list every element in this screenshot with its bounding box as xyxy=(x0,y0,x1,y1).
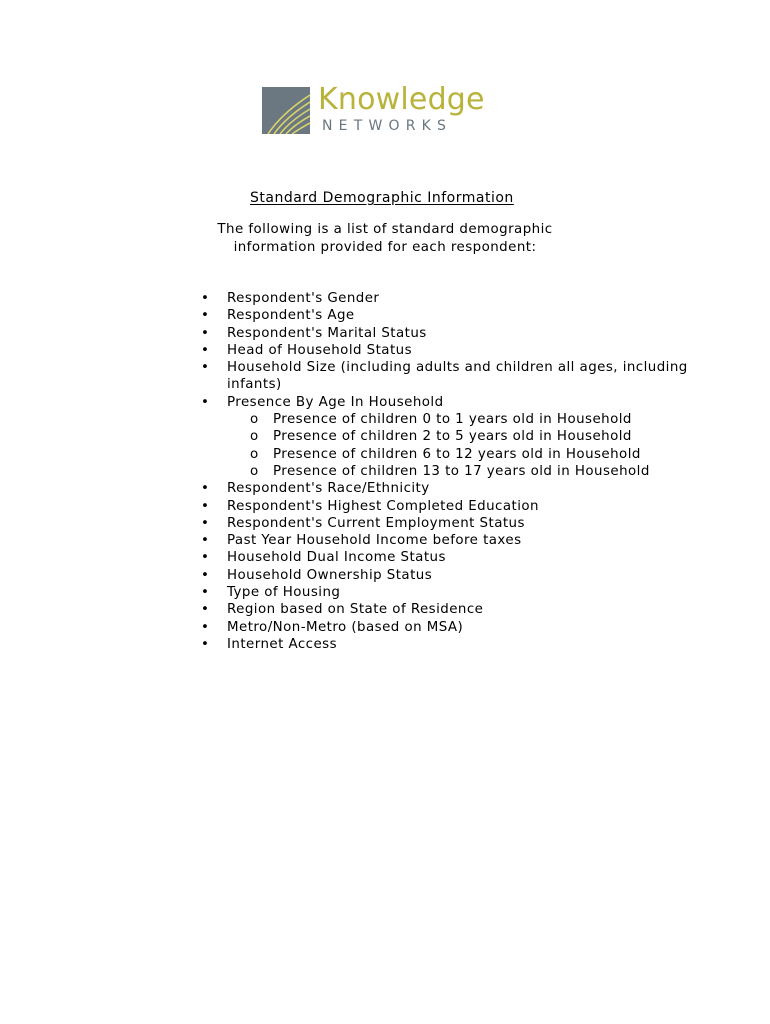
document-title: Standard Demographic Information xyxy=(250,190,514,206)
knowledge-networks-logo xyxy=(262,84,502,140)
list-item xyxy=(199,619,699,636)
list-item-text: Type of Housing xyxy=(227,585,341,601)
logo-sub: NETWORKS xyxy=(322,118,453,134)
logo-word: Knowledge xyxy=(318,82,485,117)
list-item xyxy=(199,636,699,653)
intro-line-1: The following is a list of standard demographic xyxy=(217,222,553,237)
bullet-icon: • xyxy=(201,291,210,306)
list-item-text: Respondent's Race/Ethnicity xyxy=(227,481,430,497)
intro-text xyxy=(200,221,570,256)
sub-bullet-icon: o xyxy=(250,429,259,445)
sub-bullet-icon: o xyxy=(250,446,259,462)
bullet-icon: • xyxy=(201,325,210,341)
bullet-icon: • xyxy=(201,567,210,583)
list-item-text: Household Ownership Status xyxy=(227,567,433,583)
list-item-text: Metro/Non-Metro (based on MSA) xyxy=(227,619,464,635)
list-item xyxy=(199,515,699,532)
list-item-text: Region based on State of Residence xyxy=(227,602,484,618)
bullet-icon: • xyxy=(201,550,210,566)
bullet-icon: • xyxy=(201,602,210,618)
intro-line-2: information provided for each respondent: xyxy=(233,239,537,255)
list-item xyxy=(199,601,699,618)
bullet-icon: • xyxy=(201,498,210,514)
list-item-text: Respondent's Age xyxy=(227,308,355,324)
bullet-icon: • xyxy=(201,481,210,497)
list-item xyxy=(199,394,699,480)
bullet-icon: • xyxy=(201,533,210,549)
list-item xyxy=(199,290,699,307)
bullet-icon: • xyxy=(201,360,210,376)
list-item-text: Presence By Age In Household xyxy=(227,394,444,410)
list-item-text: Respondent's Marital Status xyxy=(227,325,427,341)
list-item xyxy=(199,584,699,601)
list-item-text: Respondent's Current Employment Status xyxy=(227,515,525,531)
sub-list-item xyxy=(227,411,699,428)
list-item xyxy=(199,549,699,566)
list-item xyxy=(199,567,699,584)
bullet-icon: • xyxy=(201,515,210,531)
list-item xyxy=(199,325,699,342)
list-item-text: Respondent's Highest Completed Education xyxy=(227,498,539,514)
sub-bullet-icon: o xyxy=(250,412,259,428)
bullet-icon: • xyxy=(201,585,210,601)
sub-list-item xyxy=(227,446,699,463)
list-item xyxy=(199,307,699,324)
list-item-text: Internet Access xyxy=(227,636,338,652)
list-item-text: Past Year Household Income before taxes xyxy=(227,533,522,549)
sub-list-item-text: Presence of children 13 to 17 years old in Household xyxy=(273,463,650,479)
logo-mark-icon xyxy=(262,87,310,134)
list-item xyxy=(199,342,699,359)
sub-list-item-text: Presence of children 6 to 12 years old in Household xyxy=(273,446,641,462)
list-item xyxy=(199,359,699,394)
bullet-icon: • xyxy=(201,342,210,358)
sub-list-item-text: Presence of children 0 to 1 years old in Household xyxy=(273,412,632,428)
bullet-icon: • xyxy=(201,636,210,652)
sub-list xyxy=(227,411,699,480)
sub-list-item-text: Presence of children 2 to 5 years old in Household xyxy=(273,429,632,445)
bullet-icon: • xyxy=(201,308,210,324)
sub-list-item xyxy=(227,428,699,445)
demographic-list xyxy=(199,290,699,653)
list-item-text: Head of Household Status xyxy=(227,342,413,358)
bullet-icon: • xyxy=(201,619,210,635)
list-item xyxy=(199,498,699,515)
list-item xyxy=(199,480,699,497)
bullet-icon: • xyxy=(201,394,210,410)
list-item-text: Respondent's Gender xyxy=(227,291,380,306)
list-item xyxy=(199,532,699,549)
list-item-text: Household Size (including adults and children all ages, including infants) xyxy=(227,360,688,393)
sub-list-item xyxy=(227,463,699,480)
sub-bullet-icon: o xyxy=(250,463,259,479)
list-item-text: Household Dual Income Status xyxy=(227,550,446,566)
